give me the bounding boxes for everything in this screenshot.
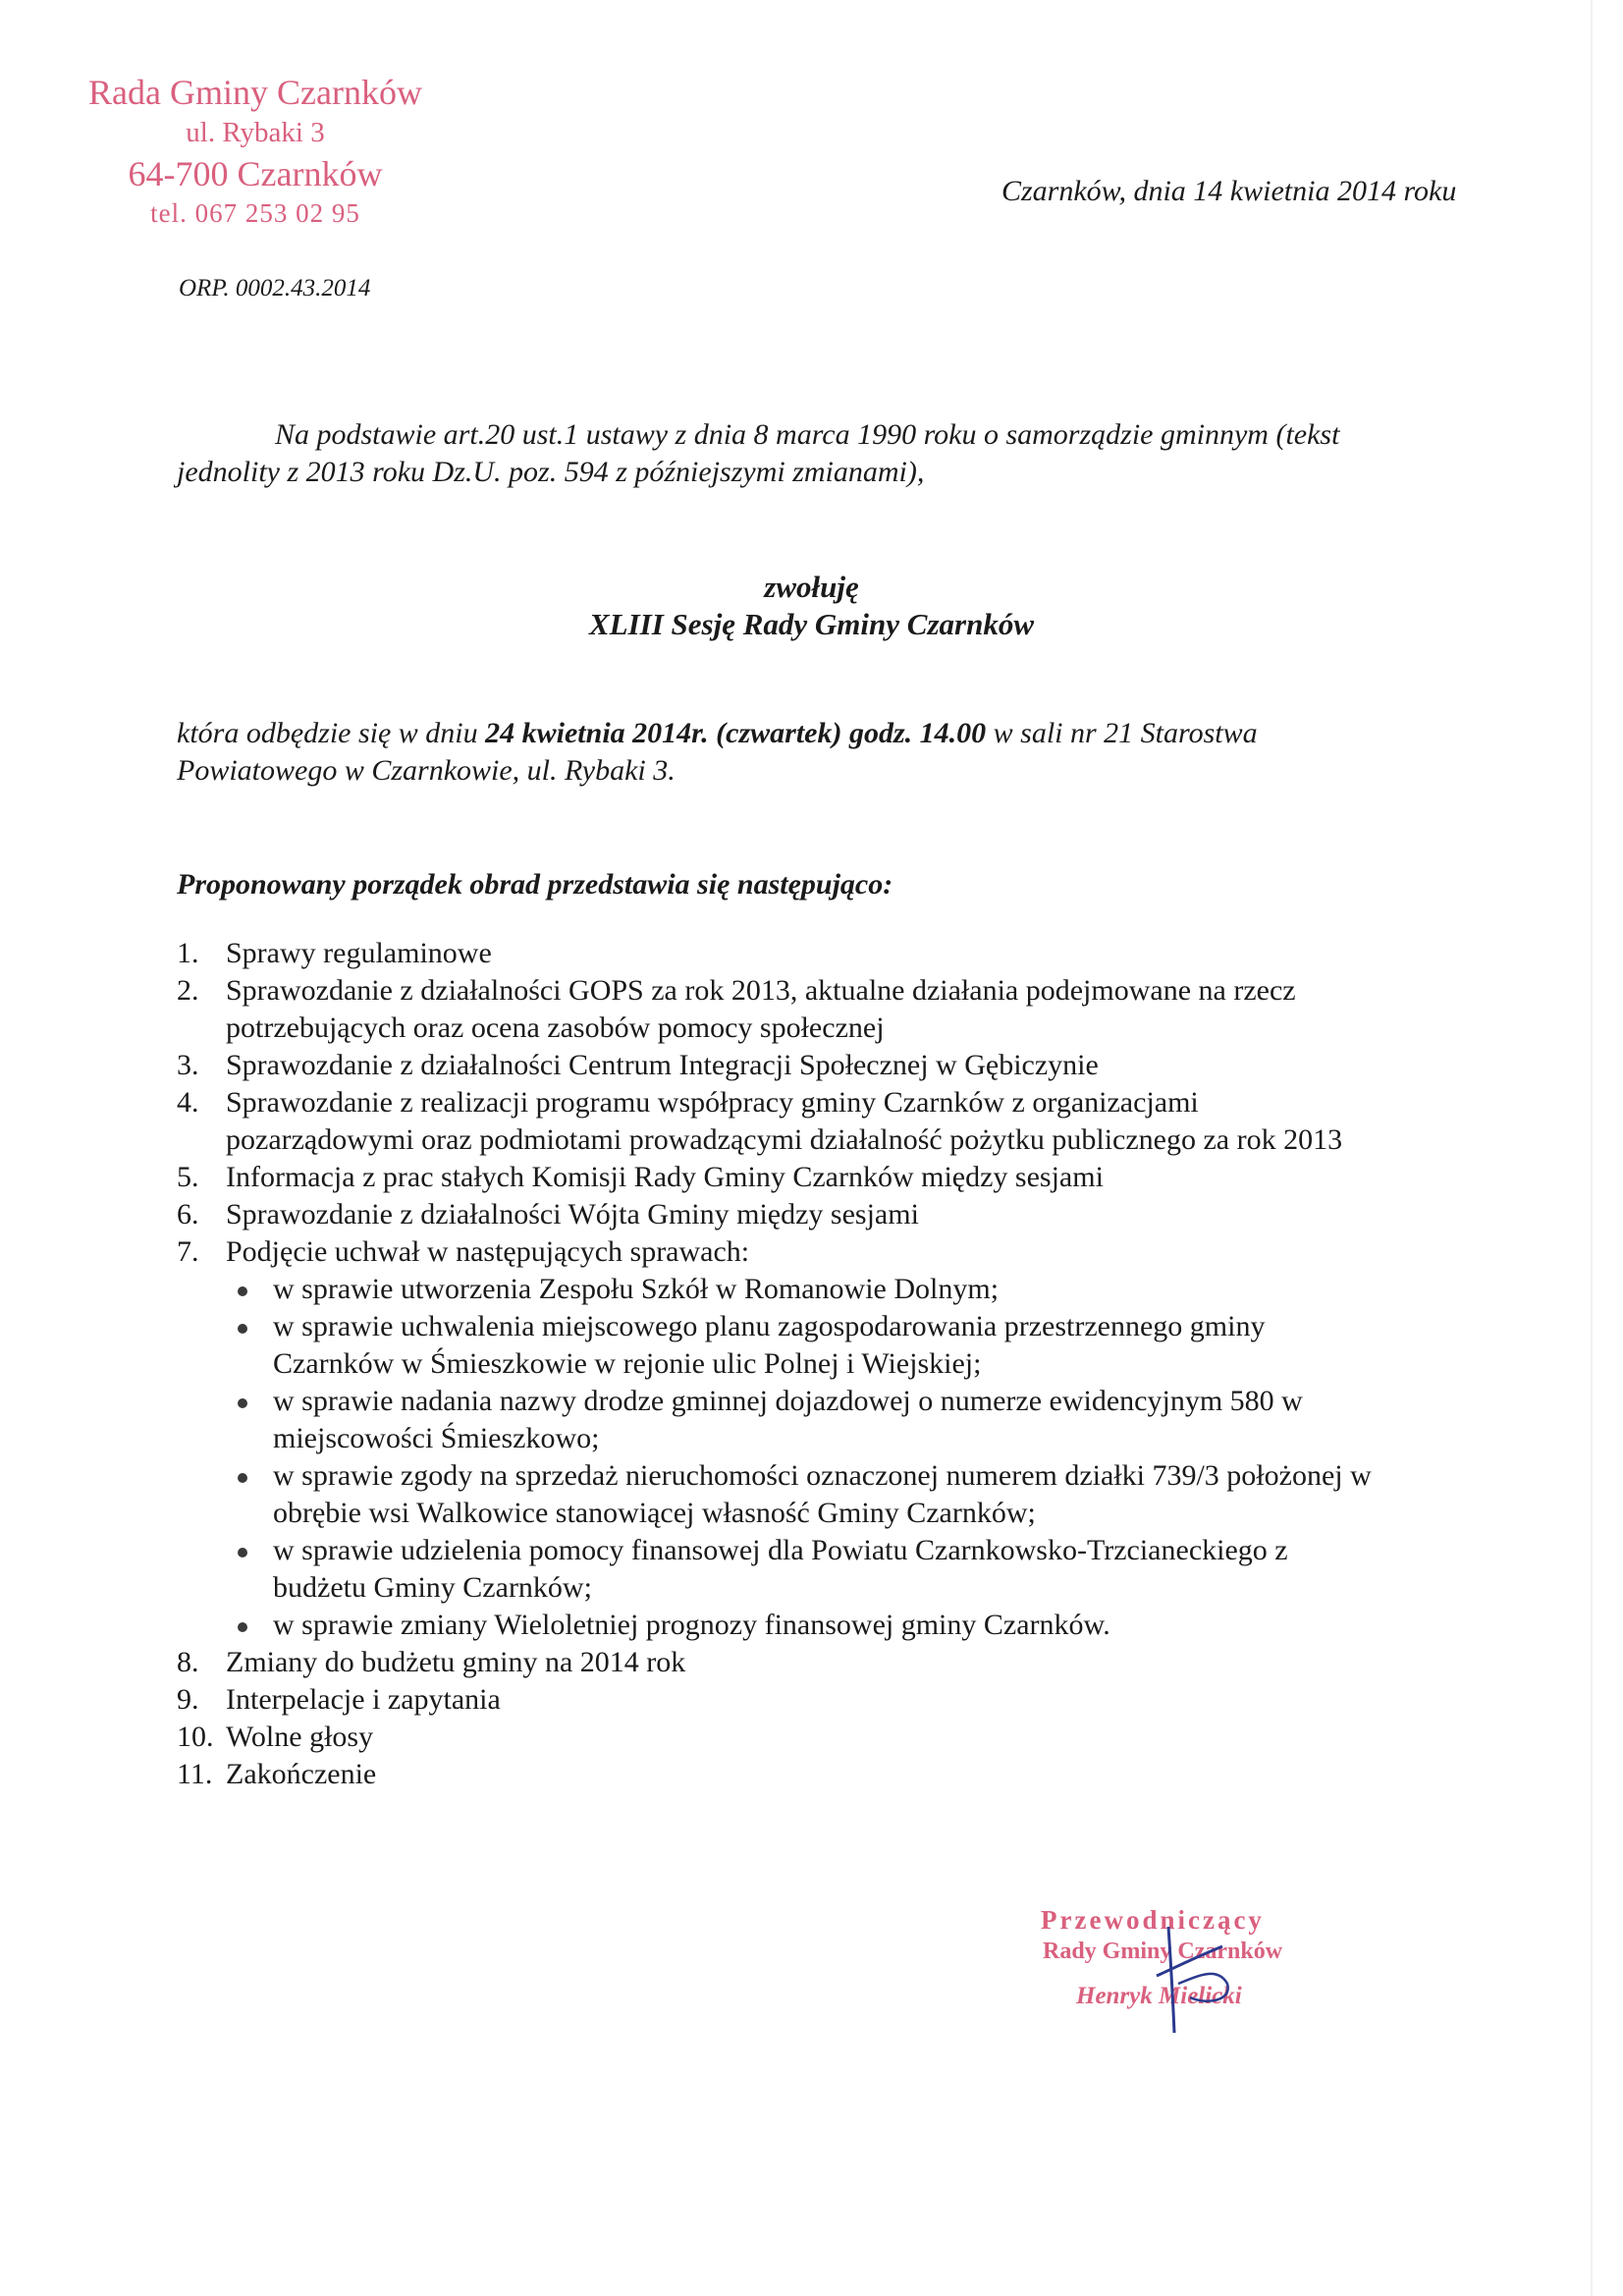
agenda-item-text-cont: pozarządowymi oraz podmiotami prowadzącymi działalność pożytku publicznego za rok 2013	[226, 1123, 1343, 1156]
agenda-item-number: 11.	[177, 1758, 213, 1790]
agenda-item	[177, 1681, 1492, 1719]
handwritten-signature	[1129, 1907, 1276, 2045]
agenda-item-text: Sprawozdanie z działalności Centrum Integracji Społecznej w Gębiczynie	[226, 1049, 1099, 1081]
agenda-item-text: Interpelacje i zapytania	[226, 1683, 501, 1716]
resolution-item	[177, 1308, 1492, 1383]
agenda-item-text: Zmiany do budżetu gminy na 2014 rok	[226, 1646, 686, 1678]
resolution-text: w sprawie zmiany Wieloletniej prognozy finansowej gminy Czarnków.	[273, 1609, 1110, 1641]
bullet-icon	[238, 1622, 247, 1632]
council-stamp	[59, 71, 452, 230]
agenda-item-text: Podjęcie uchwał w następujących sprawach:	[226, 1235, 750, 1268]
resolution-item	[177, 1607, 1492, 1644]
agenda-item-text: Sprawozdanie z działalności GOPS za rok 2013, aktualne działania podejmowane na rzecz	[226, 974, 1296, 1007]
agenda-item-number: 10.	[177, 1721, 214, 1753]
agenda-item-number: 6.	[177, 1198, 199, 1230]
resolution-item	[177, 1271, 1492, 1308]
agenda-item-number: 4.	[177, 1086, 199, 1119]
legal-basis-line-1: Na podstawie art.20 ust.1 ustawy z dnia 8 marca 1990 roku o samorządzie gminnym (tekst	[275, 418, 1340, 451]
stamp-line-name: Rada Gminy Czarnków	[88, 73, 422, 112]
resolution-text-cont: Czarnków w Śmieszkowie w rejonie ulic Polnej i Wiejskiej;	[273, 1347, 982, 1380]
chairman-name: Henryk Mielicki	[1076, 1983, 1242, 2009]
resolution-text: w sprawie nadania nazwy drodze gminnej dojazdowej o numerze ewidencyjnym 580 w	[273, 1385, 1303, 1417]
agenda-item	[177, 1159, 1492, 1196]
meeting-line-2: Powiatowego w Czarnkowie, ul. Rybaki 3.	[177, 754, 676, 787]
resolution-text-cont: budżetu Gminy Czarnków;	[273, 1571, 592, 1604]
bullet-icon	[238, 1324, 247, 1334]
stamp-line-street: ul. Rybaki 3	[186, 117, 325, 148]
resolution-item	[177, 1457, 1492, 1532]
scan-edge	[1591, 0, 1593, 2296]
bullet-icon	[238, 1398, 247, 1408]
session-title: XLIII Sesję Rady Gminy Czarnków	[588, 607, 1034, 641]
agenda-item	[177, 1756, 1492, 1793]
agenda-item-number: 3.	[177, 1049, 199, 1081]
agenda-item-number: 1.	[177, 937, 199, 969]
resolution-text: w sprawie udzielenia pomocy finansowej dla Powiatu Czarnkowsko-Trzcianeckiego z	[273, 1534, 1288, 1566]
agenda-item-text: Informacja z prac stałych Komisji Rady Gminy Czarnków między sesjami	[226, 1161, 1104, 1193]
bullet-icon	[238, 1286, 247, 1296]
chairman-body: Rady Gminy Czarnków	[1043, 1939, 1283, 1964]
agenda-item	[177, 972, 1492, 1047]
agenda-item	[177, 1233, 1492, 1644]
agenda-item	[177, 1047, 1492, 1084]
agenda-item	[177, 935, 1492, 972]
meeting-line-1	[177, 715, 1483, 752]
agenda-item-number: 9.	[177, 1683, 199, 1716]
meeting-details	[177, 715, 1483, 790]
meeting-text-part2: w sali nr 21 Starostwa	[986, 717, 1258, 749]
legal-basis	[177, 416, 1473, 491]
agenda-item-number: 2.	[177, 974, 199, 1007]
resolution-text: w sprawie utworzenia Zespołu Szkół w Romanowie Dolnym;	[273, 1273, 1000, 1305]
resolution-item	[177, 1383, 1492, 1457]
agenda-item-number: 7.	[177, 1235, 199, 1268]
agenda-item-text: Wolne głosy	[226, 1721, 374, 1753]
agenda-item	[177, 1196, 1492, 1233]
agenda-item-text: Zakończenie	[226, 1758, 377, 1790]
agenda-item-number: 8.	[177, 1646, 199, 1678]
agenda-item-text: Sprawy regulaminowe	[226, 937, 492, 969]
document-date: Czarnków, dnia 14 kwietnia 2014 roku	[1001, 175, 1457, 207]
legal-basis-line-2: jednolity z 2013 roku Dz.U. poz. 594 z późniejszymi zmianami),	[177, 456, 925, 488]
agenda-item-text: Sprawozdanie z działalności Wójta Gminy między sesjami	[226, 1198, 919, 1230]
chairman-title: Przewodniczący	[1041, 1905, 1265, 1935]
agenda-item	[177, 1719, 1492, 1756]
stamp-line-phone: tel. 067 253 02 95	[150, 198, 360, 228]
reference-number: ORP. 0002.43.2014	[179, 275, 371, 301]
resolution-list	[226, 1271, 1492, 1644]
agenda-item-number: 5.	[177, 1161, 199, 1193]
agenda-item-text: Sprawozdanie z realizacji programu współpracy gminy Czarnków z organizacjami	[226, 1086, 1199, 1119]
bullet-icon	[238, 1473, 247, 1483]
agenda-item	[177, 1084, 1492, 1159]
resolution-text: w sprawie zgody na sprzedaż nieruchomości oznaczonej numerem działki 739/3 położonej w	[273, 1459, 1372, 1492]
convene-verb: zwołuję	[764, 570, 859, 604]
resolution-item	[177, 1532, 1492, 1607]
stamp-line-city: 64-700 Czarnków	[128, 154, 383, 193]
agenda-item-text-cont: potrzebujących oraz ocena zasobów pomocy społecznej	[226, 1011, 885, 1044]
resolution-text-cont: miejscowości Śmieszkowo;	[273, 1422, 600, 1454]
bullet-icon	[238, 1548, 247, 1558]
agenda-heading: Proponowany porządek obrad przedstawia się następująco:	[177, 868, 893, 901]
meeting-text-part1: która odbędzie się w dniu	[177, 717, 486, 749]
meeting-date-time: 24 kwietnia 2014r. (czwartek) godz. 14.00	[485, 717, 987, 749]
resolution-text-cont: obrębie wsi Walkowice stanowiącej własność Gminy Czarnków;	[273, 1497, 1036, 1529]
agenda-item	[177, 1644, 1492, 1681]
agenda-list	[177, 935, 1492, 1793]
resolution-text: w sprawie uchwalenia miejscowego planu zagospodarowania przestrzennego gminy	[273, 1310, 1266, 1342]
